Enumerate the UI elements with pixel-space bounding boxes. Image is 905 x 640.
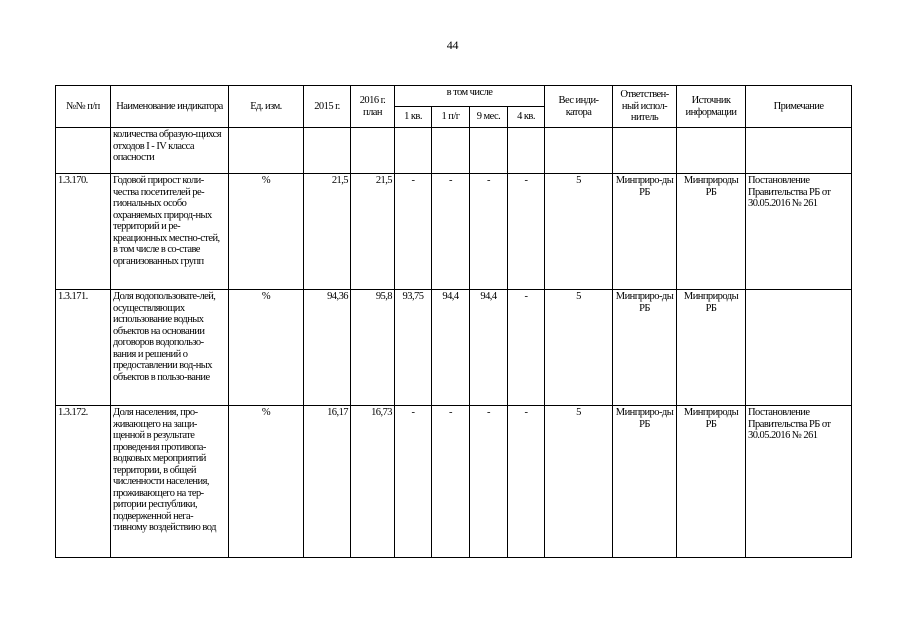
row-responsible: Минприро-ды РБ — [613, 290, 677, 406]
row-2016: 95,8 — [351, 290, 395, 406]
row-9m: - — [470, 406, 508, 558]
row-source: Минприроды РБ — [677, 290, 746, 406]
row-2016 — [351, 128, 395, 174]
row-q4 — [508, 128, 545, 174]
header-9m: 9 мес. — [470, 107, 508, 128]
row-q1: - — [395, 406, 432, 558]
row-num: 1.3.172. — [56, 406, 111, 558]
header-2015: 2015 г. — [304, 86, 351, 128]
row-q1: - — [395, 174, 432, 290]
header-2016-plan: 2016 г. план — [351, 86, 395, 128]
header-name: Наименование индикатора — [111, 86, 229, 128]
row-9m — [470, 128, 508, 174]
row-num: 1.3.171. — [56, 290, 111, 406]
row-unit — [229, 128, 304, 174]
row-num: 1.3.170. — [56, 174, 111, 290]
row-h1: - — [432, 174, 470, 290]
row-h1: - — [432, 406, 470, 558]
row-responsible — [613, 128, 677, 174]
header-num: №№ п/п — [56, 86, 111, 128]
header-row — [56, 86, 852, 107]
row-q1: 93,75 — [395, 290, 432, 406]
row-name: Годовой прирост коли-чества посетителей ре-гиональных особо охраняемых природ-ных территорий и ре-креационных местно-стей, в том числе в со-ставе организованных групп — [111, 174, 229, 290]
row-h1: 94,4 — [432, 290, 470, 406]
header-q4: 4 кв. — [508, 107, 545, 128]
row-unit: % — [229, 290, 304, 406]
indicators-table — [55, 85, 852, 558]
row-note — [746, 128, 852, 174]
row-2015: 94,36 — [304, 290, 351, 406]
table-row — [56, 128, 852, 174]
row-unit: % — [229, 174, 304, 290]
table-row — [56, 290, 852, 406]
row-note: Постановление Правительства РБ от 30.05.2016 № 261 — [746, 174, 852, 290]
header-q1: 1 кв. — [395, 107, 432, 128]
page-number: 44 — [446, 38, 459, 52]
row-2016: 16,73 — [351, 406, 395, 558]
table-row — [56, 174, 852, 290]
header-note: Примечание — [746, 86, 852, 128]
row-q4: - — [508, 406, 545, 558]
row-responsible: Минприро-ды РБ — [613, 406, 677, 558]
row-9m: 94,4 — [470, 290, 508, 406]
row-q4: - — [508, 174, 545, 290]
header-responsible: Ответствен-ный испол-нитель — [613, 86, 677, 128]
row-responsible: Минприро-ды РБ — [613, 174, 677, 290]
row-num — [56, 128, 111, 174]
row-2015 — [304, 128, 351, 174]
row-2016: 21,5 — [351, 174, 395, 290]
row-2015: 21,5 — [304, 174, 351, 290]
header-unit: Ед. изм. — [229, 86, 304, 128]
row-source: Минприроды РБ — [677, 174, 746, 290]
row-q4: - — [508, 290, 545, 406]
header-including: в том числе — [395, 86, 545, 107]
row-note: Постановление Правительства РБ от 30.05.2016 № 261 — [746, 406, 852, 558]
row-weight: 5 — [545, 406, 613, 558]
row-unit: % — [229, 406, 304, 558]
row-2015: 16,17 — [304, 406, 351, 558]
row-source — [677, 128, 746, 174]
table-row — [56, 406, 852, 558]
row-9m: - — [470, 174, 508, 290]
row-note — [746, 290, 852, 406]
row-name: количества образую-щихся отходов I - IV класса опасности — [111, 128, 229, 174]
row-q1 — [395, 128, 432, 174]
row-weight: 5 — [545, 174, 613, 290]
header-weight: Вес инди-катора — [545, 86, 613, 128]
row-name: Доля водопользовате-лей, осуществляющих использование водных объектов на основании договоров водопользо-вания и решений о предоставлении вод-ных объектов в пользо-вание — [111, 290, 229, 406]
row-weight — [545, 128, 613, 174]
row-weight: 5 — [545, 290, 613, 406]
header-h1: 1 п/г — [432, 107, 470, 128]
header-source: Источник информации — [677, 86, 746, 128]
row-h1 — [432, 128, 470, 174]
row-name: Доля населения, про-живающего на защи-щенной в результате проведения противопа-водковых мероприятий территории, в общей численности населения, проживающего на тер-ритории республики, подверженной нега-тивному воздействию вод — [111, 406, 229, 558]
row-source: Минприроды РБ — [677, 406, 746, 558]
